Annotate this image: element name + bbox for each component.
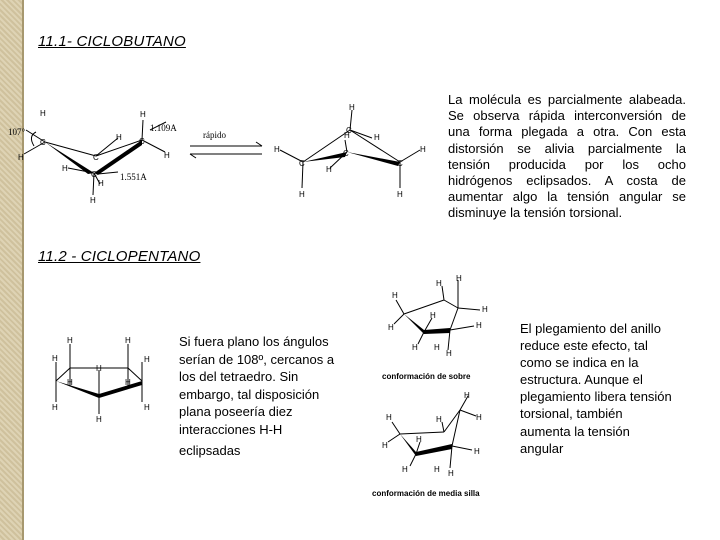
atom-c: C [397,159,403,168]
atom-h: H [448,469,454,478]
atom-h: H [274,145,280,154]
angle-label: 107° [8,127,26,137]
caption-half-chair: conformación de media silla [372,489,480,498]
atom-h: H [476,413,482,422]
planar-text-line: Si fuera plano los ángulos [179,334,329,349]
atom-h: H [62,164,68,173]
atom-h: H [392,291,398,300]
description-line: disminuye la tensión torsional. [448,205,623,221]
envelope-conformation-diagram [384,274,494,358]
atom-c: C [40,138,46,147]
pucker-text-line: El plegamiento del anillo [520,321,661,336]
bond-cc-label: 1.551A [120,172,147,182]
pucker-cyclopentane-text [520,320,700,457]
pucker-text-line: plegamiento libera tensión [520,389,672,405]
planar-cyclopentane-text [179,333,354,460]
planar-text-line: los del tetraedro. Sin [179,369,299,384]
caption-envelope: conformación de sobre [382,372,471,381]
atom-h: H [52,403,58,412]
atom-c: C [139,137,145,146]
atom-h: H [476,321,482,330]
planar-text-line: plana poseería diez [179,404,293,419]
atom-h: H [125,336,131,345]
atom-h: H [402,465,408,474]
atom-h: H [67,378,73,387]
planar-text-line: embargo, tal disposición [179,386,320,402]
atom-h: H [420,145,426,154]
description-line: tensión producida por los ocho [448,156,686,172]
description-line: distorsión se alivia parcialmente la [448,140,686,156]
atom-h: H [434,343,440,352]
atom-h: H [144,355,150,364]
atom-h: H [436,415,442,424]
description-line: aumentar algo la tensión angular se [448,189,686,205]
atom-h: H [374,133,380,142]
atom-h: H [344,131,350,140]
pucker-text-line: aumenta la tensión [520,423,630,439]
atom-c: C [346,126,352,135]
planar-cyclopentane-diagram [44,336,154,426]
pucker-text-line: torsional, también [520,406,623,422]
description-line: La molécula es parcialmente alabeada. [448,92,686,107]
description-line: hidrógenos eclipsados. A costa de [448,173,686,189]
atom-h: H [96,364,102,373]
atom-h: H [98,179,104,188]
atom-h: H [464,391,470,400]
atom-h: H [52,354,58,363]
pucker-text-line: estructura. Aunque el [520,372,643,388]
pucker-text-line: angular [520,440,564,456]
atom-h: H [382,441,388,450]
left-band-border [22,0,24,540]
bond-ch-label: 1.109A [150,123,177,133]
atom-h: H [96,415,102,424]
atom-h: H [388,323,394,332]
planar-text-line: interacciones H-H [179,421,283,437]
atom-h: H [18,153,24,162]
atom-h: H [416,435,422,444]
planar-text-line: serían de 108º, cercanos a [179,351,335,367]
atom-h: H [40,109,46,118]
pucker-text-line: como se indica en la [520,355,639,371]
atom-h: H [482,305,488,314]
atom-h: H [446,349,452,358]
atom-h: H [164,151,170,160]
atom-h: H [456,274,462,283]
atom-h: H [144,403,150,412]
planar-text-line: eclipsadas [179,443,241,458]
atom-h: H [116,133,122,142]
atom-h: H [430,311,436,320]
atom-h: H [349,103,355,112]
description-line: Se observa rápida interconversión de [448,108,686,124]
atom-h: H [474,447,480,456]
half-chair-conformation-diagram [376,392,486,480]
atom-h: H [125,378,131,387]
cyclobutane-diagram [0,100,426,210]
atom-c: C [91,170,97,179]
atom-h: H [140,110,146,119]
atom-h: H [299,190,305,199]
atom-h: H [67,336,73,345]
heading-ciclopentano: 11.2 - CICLOPENTANO [38,248,201,265]
atom-h: H [386,413,392,422]
pucker-text-line: reduce este efecto, tal [520,338,648,354]
atom-h: H [436,279,442,288]
atom-h: H [434,465,440,474]
left-decorative-band [0,0,22,540]
atom-h: H [90,196,96,205]
atom-h: H [326,165,332,174]
atom-c: C [93,153,99,162]
arrow-label: rápido [203,130,226,140]
atom-c: C [299,159,305,168]
heading-ciclobutano: 11.1- CICLOBUTANO [38,33,186,50]
cyclobutane-description [448,92,686,222]
atom-h: H [412,343,418,352]
atom-c: C [343,149,349,158]
description-line: una forma plegada a otra. Con esta [448,124,686,140]
atom-h: H [397,190,403,199]
